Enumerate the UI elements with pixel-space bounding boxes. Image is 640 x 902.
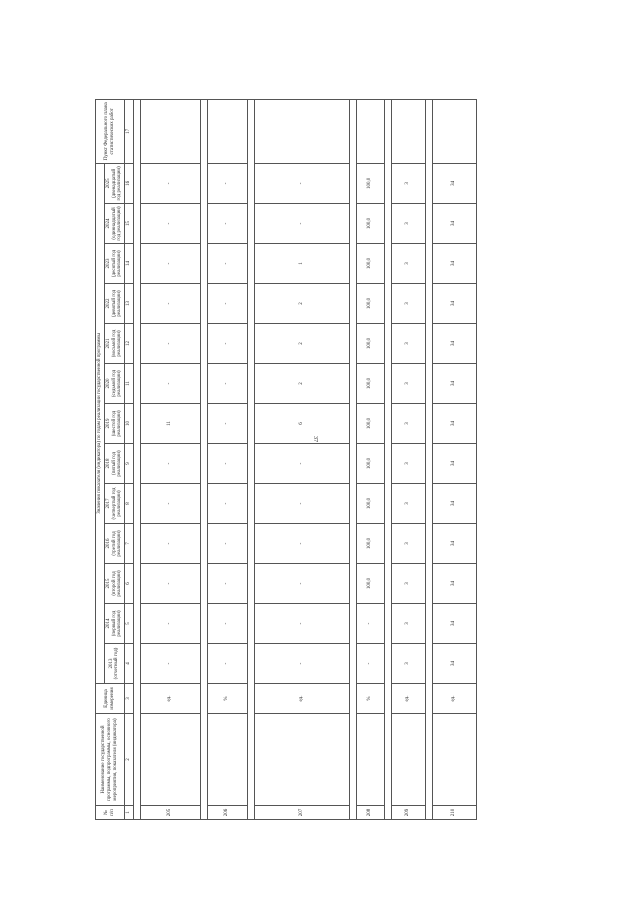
value-cell: - — [254, 604, 349, 644]
year-note: (двенадцатый год реализации) — [111, 166, 123, 201]
value-cell: 2 — [254, 284, 349, 324]
value-cell: - — [254, 524, 349, 564]
column-index-cell: 4 — [125, 644, 134, 684]
table-row — [140, 99, 200, 819]
section-row — [200, 99, 207, 819]
value-cell: 3 — [391, 364, 425, 404]
value-cell: 34 — [432, 444, 476, 484]
value-cell: 3 — [391, 604, 425, 644]
section-row — [349, 99, 356, 819]
year-note: (отчетный год) — [114, 647, 120, 680]
value-cell: 34 — [432, 284, 476, 324]
column-index-cell: 13 — [125, 284, 134, 324]
col-no-header: № п/п — [96, 806, 125, 820]
year-note: (десятый год реализации) — [111, 249, 123, 278]
column-index-cell: 14 — [125, 244, 134, 284]
value-cell: 3 — [391, 564, 425, 604]
value-cell: - — [207, 364, 247, 404]
value-cell: 34 — [432, 404, 476, 444]
value-cell: 100,0 — [356, 364, 384, 404]
indicator-name — [207, 714, 247, 806]
value-cell: 2 — [254, 364, 349, 404]
stat-plan-cell — [356, 99, 384, 163]
unit-cell: ед. — [432, 684, 476, 714]
year-label: 2025 — [105, 178, 111, 189]
value-cell: - — [207, 324, 247, 364]
column-index-cell: 16 — [125, 163, 134, 203]
column-index-cell: 10 — [125, 404, 134, 444]
indicator-table — [95, 99, 477, 820]
section-title — [133, 99, 140, 819]
year-note: (четвертый год реализации) — [111, 487, 123, 520]
value-cell: - — [207, 564, 247, 604]
unit-cell: ед. — [391, 684, 425, 714]
year-header-2013 — [104, 644, 124, 684]
value-cell: 34 — [432, 644, 476, 684]
value-cell: - — [207, 244, 247, 284]
value-cell: - — [140, 204, 200, 244]
indicator-name — [391, 714, 425, 806]
row-number: 205 — [140, 806, 200, 820]
year-header-2021 — [104, 324, 124, 364]
column-index-cell: 5 — [125, 604, 134, 644]
table-row — [254, 99, 349, 819]
section-title — [247, 99, 254, 819]
value-cell: - — [140, 284, 200, 324]
value-cell: 2 — [254, 324, 349, 364]
value-cell: - — [140, 324, 200, 364]
value-cell: - — [207, 604, 247, 644]
value-cell: - — [207, 204, 247, 244]
year-note: (пятый год реализации) — [111, 450, 123, 477]
row-number: 206 — [207, 806, 247, 820]
value-cell: - — [140, 564, 200, 604]
table-row — [207, 99, 247, 819]
value-cell: 6 — [254, 404, 349, 444]
section-row — [133, 99, 140, 819]
year-header-2024 — [104, 204, 124, 244]
row-number: 207 — [254, 806, 349, 820]
unit-cell: ед. — [140, 684, 200, 714]
year-header-2023 — [104, 244, 124, 284]
section-row — [247, 99, 254, 819]
year-header-2018 — [104, 444, 124, 484]
value-cell: 3 — [391, 484, 425, 524]
stat-plan-cell — [207, 99, 247, 163]
stat-plan-cell — [254, 99, 349, 163]
value-cell: - — [140, 163, 200, 203]
col-last-header: Пункт Федерального плана статистических работ — [96, 99, 125, 163]
value-cell: - — [140, 244, 200, 284]
value-cell: 34 — [432, 524, 476, 564]
year-header-2025 — [104, 163, 124, 203]
section-row — [425, 99, 432, 819]
value-cell: 34 — [432, 244, 476, 284]
year-note: (одиннадцатый год реализации) — [111, 206, 123, 241]
indicator-name — [432, 714, 476, 806]
column-index-cell: 6 — [125, 564, 134, 604]
value-cell: - — [207, 484, 247, 524]
unit-cell: ед. — [254, 684, 349, 714]
column-index-cell: 12 — [125, 324, 134, 364]
value-cell: 34 — [432, 484, 476, 524]
value-cell: - — [140, 644, 200, 684]
stat-plan-cell — [432, 99, 476, 163]
rotated-table-container — [95, 100, 477, 820]
column-index-cell: 1 — [125, 806, 134, 820]
column-index-cell: 11 — [125, 364, 134, 404]
table-row — [356, 99, 384, 819]
year-note: (третий год реализации) — [111, 530, 123, 557]
year-header-2014 — [104, 604, 124, 644]
year-header-2020 — [104, 364, 124, 404]
year-note: (шестой год реализации) — [111, 410, 123, 437]
year-label: 2014 — [105, 618, 111, 629]
year-header-2019 — [104, 404, 124, 444]
column-index-cell: 8 — [125, 484, 134, 524]
year-label: 2021 — [105, 338, 111, 349]
year-label: 2024 — [105, 218, 111, 229]
col-group-header: Значения показателя (индикатора) по годам реализации государственной программы — [96, 163, 105, 683]
col-name-header: Наименование государственной программы, подпрограммы, основного мероприятия, показателя (индикатора) — [96, 714, 125, 806]
year-note: (восьмой год реализации) — [111, 329, 123, 358]
value-cell: 3 — [391, 324, 425, 364]
value-cell: - — [254, 163, 349, 203]
value-cell: 3 — [391, 244, 425, 284]
value-cell: 100,0 — [356, 244, 384, 284]
value-cell: 100,0 — [356, 444, 384, 484]
column-index-cell: 17 — [125, 99, 134, 163]
column-index-cell: 9 — [125, 444, 134, 484]
column-index-cell: 3 — [125, 684, 134, 714]
column-index-cell: 2 — [125, 714, 134, 806]
value-cell: 100,0 — [356, 324, 384, 364]
value-cell: 1 — [254, 244, 349, 284]
table-row — [391, 99, 425, 819]
value-cell: - — [207, 284, 247, 324]
section-title — [425, 99, 432, 819]
value-cell: 100,0 — [356, 484, 384, 524]
value-cell: - — [140, 484, 200, 524]
value-cell: 34 — [432, 324, 476, 364]
row-number: 208 — [356, 806, 384, 820]
section-row — [384, 99, 391, 819]
year-note: (второй год реализации) — [111, 570, 123, 597]
section-title — [384, 99, 391, 819]
value-cell: 34 — [432, 364, 476, 404]
year-label: 2022 — [105, 298, 111, 309]
stat-plan-cell — [140, 99, 200, 163]
year-header-2017 — [104, 484, 124, 524]
page-number: 37 — [312, 436, 318, 442]
value-cell: - — [140, 444, 200, 484]
indicator-name — [140, 714, 200, 806]
year-note: (первый год реализации) — [111, 610, 123, 637]
table-row — [432, 99, 476, 819]
year-label: 2016 — [105, 538, 111, 549]
section-title — [200, 99, 207, 819]
year-label: 2023 — [105, 258, 111, 269]
value-cell: - — [254, 484, 349, 524]
stat-plan-cell — [391, 99, 425, 163]
value-cell: - — [254, 644, 349, 684]
unit-cell: % — [207, 684, 247, 714]
value-cell: 34 — [432, 604, 476, 644]
value-cell: - — [356, 604, 384, 644]
year-label: 2013 — [108, 658, 114, 669]
value-cell: 3 — [391, 404, 425, 444]
value-cell: 3 — [391, 163, 425, 203]
value-cell: - — [207, 524, 247, 564]
value-cell: 3 — [391, 284, 425, 324]
value-cell: 3 — [391, 204, 425, 244]
value-cell: 34 — [432, 163, 476, 203]
year-label: 2019 — [105, 418, 111, 429]
year-label: 2018 — [105, 458, 111, 469]
value-cell: - — [207, 404, 247, 444]
value-cell: 3 — [391, 644, 425, 684]
value-cell: - — [254, 564, 349, 604]
value-cell: 34 — [432, 204, 476, 244]
value-cell: 100,0 — [356, 163, 384, 203]
row-number: 209 — [391, 806, 425, 820]
value-cell: - — [140, 364, 200, 404]
year-label: 2015 — [105, 578, 111, 589]
value-cell: 3 — [391, 444, 425, 484]
value-cell: - — [254, 204, 349, 244]
col-unit-header: Единица измерения — [96, 684, 125, 714]
table-body — [133, 99, 476, 819]
value-cell: - — [356, 644, 384, 684]
section-title — [349, 99, 356, 819]
year-note: (седьмой год реализации) — [111, 369, 123, 398]
value-cell: 34 — [432, 564, 476, 604]
value-cell: 100,0 — [356, 284, 384, 324]
value-cell: - — [207, 444, 247, 484]
value-cell: 100,0 — [356, 564, 384, 604]
indicator-name — [254, 714, 349, 806]
value-cell: 100,0 — [356, 204, 384, 244]
value-cell: 3 — [391, 524, 425, 564]
column-index-cell: 7 — [125, 524, 134, 564]
value-cell: - — [207, 644, 247, 684]
column-index-cell: 15 — [125, 204, 134, 244]
value-cell: - — [207, 163, 247, 203]
value-cell: 11 — [140, 404, 200, 444]
value-cell: - — [140, 524, 200, 564]
value-cell: 100,0 — [356, 404, 384, 444]
value-cell: - — [140, 604, 200, 644]
indicator-name — [356, 714, 384, 806]
value-cell: 100,0 — [356, 524, 384, 564]
year-header-2016 — [104, 524, 124, 564]
year-note: (девятый год реализации) — [111, 289, 123, 318]
year-label: 2020 — [105, 378, 111, 389]
year-label: 2017 — [105, 498, 111, 509]
year-header-2022 — [104, 284, 124, 324]
year-header-2015 — [104, 564, 124, 604]
value-cell: - — [254, 444, 349, 484]
unit-cell: % — [356, 684, 384, 714]
row-number: 210 — [432, 806, 476, 820]
column-index-row — [125, 99, 134, 819]
